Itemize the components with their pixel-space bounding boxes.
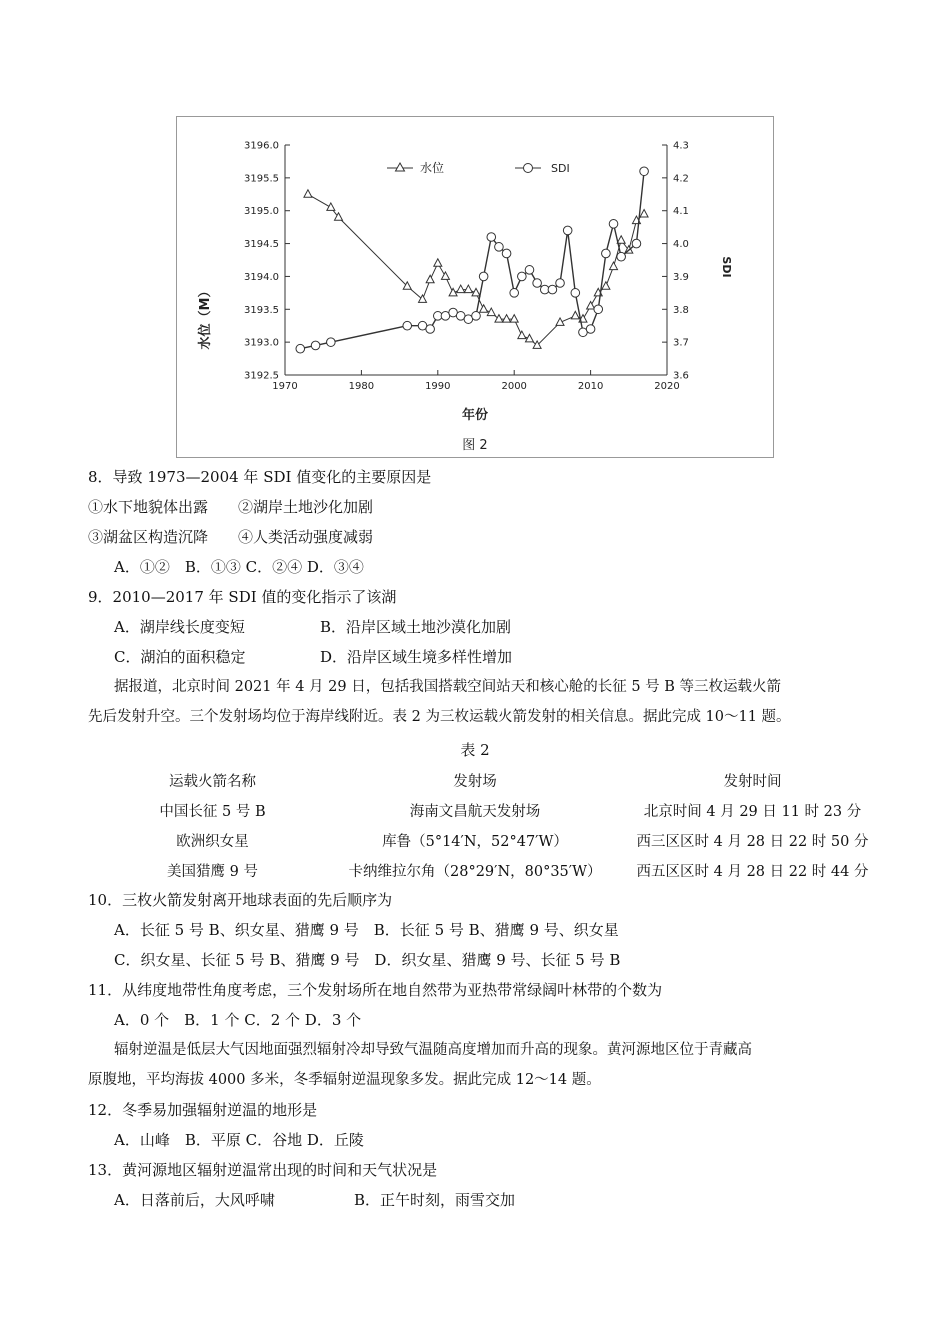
water-level-point — [327, 203, 335, 211]
water-level-point — [434, 259, 442, 267]
y-right-tick-label: 3.9 — [673, 271, 689, 283]
q8-stem: 8．导致 1973—2004 年 SDI 值变化的主要原因是 — [88, 468, 432, 486]
sdi-point — [479, 272, 488, 281]
sdi-point — [609, 220, 618, 229]
table-row — [100, 825, 880, 855]
table-cell: 中国长征 5 号 B — [159, 803, 266, 820]
table2-caption: 表 2 — [460, 741, 490, 759]
passage2-line1: 辐射逆温是低层大气因地面强烈辐射冷却导致气温随高度增加而升高的现象。黄河源地区位于青藏高 — [114, 1042, 752, 1058]
q9-choice-d: D．沿岸区域生境多样性增加 — [320, 648, 513, 666]
q13-choice-a: A．日落前后，大风呼啸 — [114, 1191, 275, 1209]
q10-choices-cd: C．织女星、长征 5 号 B、猎鹰 9 号 D．织女星、猎鹰 9 号、长征 5 号 B — [114, 951, 621, 969]
y-left-tick-label: 3192.5 — [244, 370, 279, 382]
x-tick-label: 2010 — [577, 381, 604, 392]
sdi-point — [632, 239, 641, 248]
sdi-point — [594, 305, 603, 314]
table-cell: 北京时间 4 月 29 日 11 时 23 分 — [643, 803, 862, 820]
table-cell: 欧洲织女星 — [176, 833, 249, 850]
table-cell: 卡纳维拉尔角（28°29′N，80°35′W） — [348, 863, 602, 880]
sdi-point — [518, 272, 527, 281]
x-tick-label: 2020 — [654, 381, 680, 392]
sdi-point — [472, 312, 481, 321]
water-level-point — [640, 210, 648, 218]
table-cell: 库鲁（5°14′N，52°47′W） — [382, 833, 568, 850]
x-tick-label: 1980 — [348, 381, 375, 392]
sdi-point — [426, 325, 435, 334]
sdi-point — [327, 338, 336, 347]
y-right-tick-label: 4.2 — [673, 173, 689, 185]
table-header: 发射场 — [453, 773, 497, 790]
y-right-tick-label: 4.0 — [673, 239, 689, 251]
sdi-point — [571, 289, 580, 298]
y-left-tick-label: 3194.0 — [244, 271, 279, 283]
y-right-tick-label: 3.8 — [673, 304, 689, 316]
sdi-point — [556, 279, 565, 288]
water-level-point — [610, 262, 618, 270]
series-sdi — [296, 167, 648, 353]
q8-choices: A．①② B．①③ C．②④ D．③④ — [114, 558, 364, 576]
y-left-label: 水位（M） — [198, 284, 213, 350]
q9-choice-c: C．湖泊的面积稳定 — [114, 648, 246, 666]
y-left-tick-label: 3195.0 — [244, 206, 279, 218]
water-level-point — [571, 311, 579, 319]
y-left-tick-label: 3196.0 — [244, 140, 279, 152]
water-level-point — [426, 275, 434, 283]
y-left-tick-label: 3193.0 — [244, 337, 279, 349]
y-left-tick-label: 3195.5 — [244, 173, 279, 185]
sdi-point — [487, 233, 496, 242]
sdi-point — [525, 266, 534, 275]
q8-options-1: ①水下地貌体出露 ②湖岸土地沙化加剧 — [88, 498, 374, 516]
table-row — [100, 795, 880, 825]
sdi-line — [300, 171, 644, 348]
q9-choice-a: A．湖岸线长度变短 — [114, 618, 245, 636]
q11-stem: 11．从纬度地带性角度考虑，三个发射场所在地自然带为亚热带常绿阔叶林带的个数为 — [88, 981, 663, 999]
table-cell: 西三区区时 4 月 28 日 22 时 50 分 — [636, 833, 869, 850]
water-level-point — [503, 315, 511, 323]
chart — [177, 117, 773, 457]
q11-choices: A．0 个 B．1 个 C．2 个 D．3 个 — [114, 1011, 362, 1029]
sdi-point — [510, 289, 519, 298]
sdi-point — [602, 249, 611, 258]
passage2-line2: 原腹地，平均海拔 4000 多米，冬季辐射逆温现象多发。据此完成 12～14 题。 — [88, 1072, 601, 1088]
y-right-tick-label: 3.7 — [673, 337, 689, 349]
q13-choice-b: B．正午时刻，雨雪交加 — [354, 1191, 516, 1209]
q8-options-2: ③湖盆区构造沉降 ④人类活动强度减弱 — [88, 528, 374, 546]
water-level-point — [464, 285, 472, 293]
sdi-point — [311, 341, 320, 350]
series-water-level — [304, 190, 648, 349]
water-level-point — [441, 272, 449, 280]
q12-choices: A．山峰 B．平原 C．谷地 D．丘陵 — [114, 1131, 364, 1149]
x-axis-label: 年份 — [461, 408, 489, 423]
legend-label-water-level: 水位 — [420, 161, 445, 175]
sdi-point — [563, 226, 572, 235]
water-level-point — [495, 315, 503, 323]
sdi-point — [586, 325, 595, 334]
figure-2 — [176, 116, 774, 458]
water-level-point — [457, 285, 465, 293]
table-cell: 美国猎鹰 9 号 — [167, 863, 258, 880]
q10-stem: 10．三枚火箭发射离开地球表面的先后顺序为 — [88, 891, 393, 909]
sdi-point — [502, 249, 511, 258]
legend-circle-icon — [524, 164, 533, 173]
water-level-point — [419, 295, 427, 303]
sdi-point — [495, 243, 504, 252]
q10-choices-ab: A．长征 5 号 B、织女星、猎鹰 9 号 B．长征 5 号 B、猎鹰 9 号、织女星 — [114, 921, 619, 939]
table-2 — [100, 765, 880, 885]
water-level-point — [587, 302, 595, 310]
chart-legend — [387, 160, 570, 175]
sdi-point — [617, 252, 626, 261]
table-header-row — [100, 765, 880, 795]
x-tick-label: 1970 — [272, 381, 298, 392]
x-tick-label: 1990 — [425, 381, 451, 392]
water-level-point — [480, 305, 488, 313]
sdi-point — [533, 279, 542, 288]
water-level-point — [510, 315, 518, 323]
legend-triangle-icon — [396, 163, 405, 171]
passage1-line1: 据报道，北京时间 2021 年 4 月 29 日，包括我国搭载空间站天和核心舱的长征 5 号 B 等三枚运载火箭 — [114, 679, 782, 695]
sdi-point — [403, 321, 412, 330]
table-header: 运载火箭名称 — [169, 773, 256, 790]
water-level-point — [602, 282, 610, 290]
figure-caption: 图 2 — [462, 438, 488, 453]
y-right-label: SDI — [720, 256, 733, 278]
y-right-tick-label: 4.1 — [673, 206, 689, 218]
table-cell: 海南文昌航天发射场 — [409, 803, 541, 820]
water-level-point — [518, 331, 526, 339]
q13-stem: 13．黄河源地区辐射逆温常出现的时间和天气状况是 — [88, 1161, 438, 1179]
sdi-point — [548, 285, 557, 294]
water-level-point — [304, 190, 312, 198]
table-cell: 西五区区时 4 月 28 日 22 时 44 分 — [636, 863, 869, 880]
sdi-point — [296, 344, 305, 353]
chart-axes — [244, 141, 689, 393]
y-right-tick-label: 3.6 — [673, 370, 689, 382]
table-header: 发射时间 — [723, 773, 782, 790]
sdi-point — [640, 167, 649, 176]
x-tick-label: 2000 — [501, 381, 527, 392]
q9-stem: 9．2010—2017 年 SDI 值的变化指示了该湖 — [88, 588, 397, 606]
legend-label-sdi: SDI — [551, 162, 570, 175]
y-right-tick-label: 4.3 — [673, 140, 689, 152]
passage1-line2: 先后发射升空。三个发射场均位于海岸线附近。表 2 为三枚运载火箭发射的相关信息。据此完成 10～11 题。 — [88, 709, 791, 725]
q12-stem: 12．冬季易加强辐射逆温的地形是 — [88, 1101, 318, 1119]
q9-choice-b: B．沿岸区域土地沙漠化加剧 — [320, 618, 512, 636]
y-left-tick-label: 3194.5 — [244, 239, 279, 251]
table-row — [100, 855, 880, 885]
y-left-tick-label: 3193.5 — [244, 304, 279, 316]
